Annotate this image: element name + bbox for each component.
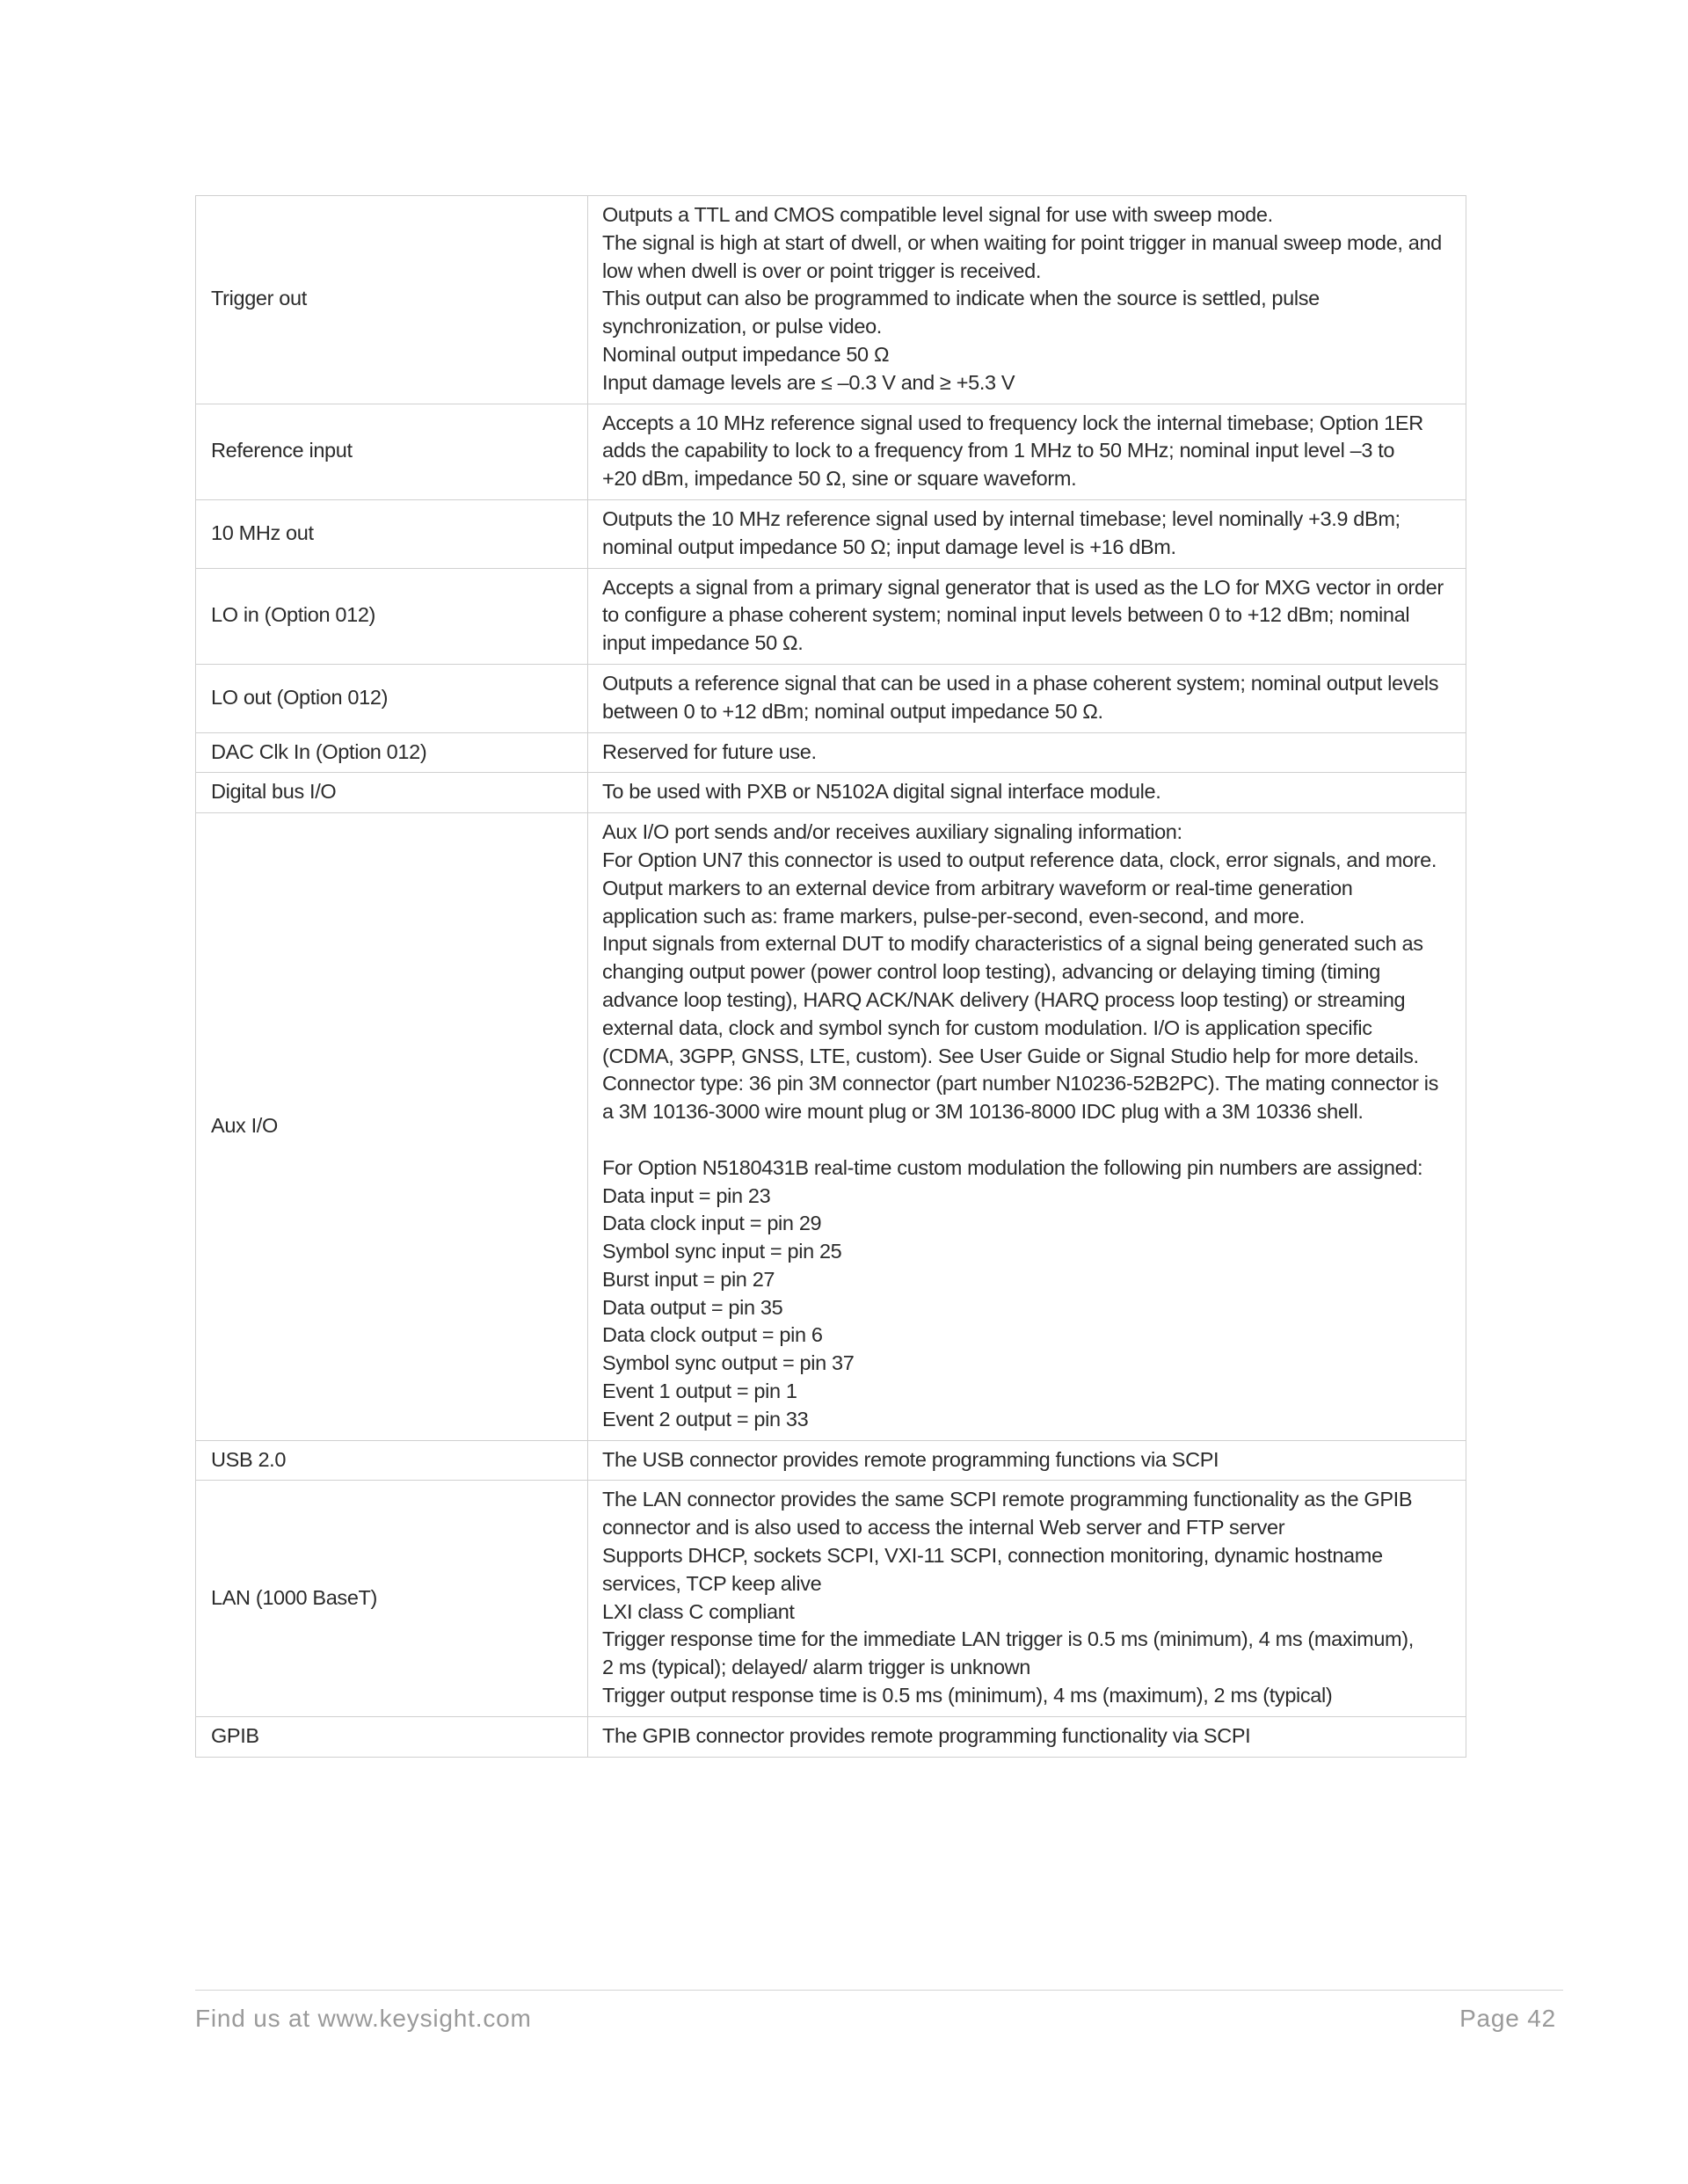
description-line: Data output = pin 35 (602, 1295, 783, 1319)
connector-description-cell (588, 499, 1466, 568)
description-line: Connector type: 36 pin 3M connector (part number N10236-52B2PC). The mating connector is (602, 1072, 1439, 1096)
table-row (196, 813, 1466, 1441)
connector-name-cell: DAC Clk In (Option 012) (196, 732, 588, 773)
specifications-table (195, 195, 1466, 1758)
description-line: input impedance 50 Ω. (602, 631, 804, 655)
description-line: Event 2 output = pin 33 (602, 1407, 809, 1431)
description-line: 2 ms (typical); delayed/ alarm trigger is unknown (602, 1656, 1030, 1679)
description-line: Accepts a signal from a primary signal generator that is used as the LO for MXG vector in order (602, 575, 1444, 599)
description-line: Aux I/O port sends and/or receives auxiliary signaling information: (602, 820, 1182, 844)
description-line: to configure a phase coherent system; nominal input levels between 0 to +12 dBm; nominal (602, 603, 1410, 627)
description-line: a 3M 10136-3000 wire mount plug or 3M 10136-8000 IDC plug with a 3M 10336 shell. (602, 1100, 1364, 1124)
description-line: Output markers to an external device from arbitrary waveform or real-time generation (602, 876, 1353, 899)
description-line: Data input = pin 23 (602, 1183, 771, 1207)
description-line: connector and is also used to access the internal Web server and FTP server (602, 1516, 1285, 1540)
description-line: changing output power (power control loop testing), advancing or delaying timing (timing (602, 960, 1380, 984)
description-line: Event 1 output = pin 1 (602, 1380, 797, 1403)
description-line: The GPIB connector provides remote programming functionality via SCPI (602, 1723, 1251, 1747)
connector-name-cell: Trigger out (196, 196, 588, 404)
table-row (196, 499, 1466, 568)
description-line: LXI class C compliant (602, 1599, 795, 1623)
table-row (196, 1440, 1466, 1481)
table-row (196, 196, 1466, 404)
description-line: For Option N5180431B real-time custom modulation the following pin numbers are assigned: (602, 1155, 1423, 1179)
description-line: The signal is high at start of dwell, or when waiting for point trigger in manual sweep mode, and (602, 230, 1442, 254)
description-line: (CDMA, 3GPP, GNSS, LTE, custom). See User Guide or Signal Studio help for more details. (602, 1044, 1419, 1067)
description-line: The USB connector provides remote programming functions via SCPI (602, 1447, 1219, 1471)
description-line: advance loop testing), HARQ ACK/NAK delivery (HARQ process loop testing) or streaming (602, 987, 1406, 1011)
description-line: Outputs a TTL and CMOS compatible level signal for use with sweep mode. (602, 203, 1273, 226)
specifications-table-body (196, 196, 1466, 1758)
connector-description-cell (588, 1716, 1466, 1757)
description-line: Data clock output = pin 6 (602, 1323, 823, 1347)
table-row (196, 773, 1466, 813)
description-line: application such as: frame markers, pulse-per-second, even-second, and more. (602, 904, 1305, 928)
description-line: Outputs a reference signal that can be used in a phase coherent system; nominal output levels (602, 671, 1439, 695)
connector-name-cell: LO out (Option 012) (196, 664, 588, 732)
connector-description-cell (588, 664, 1466, 732)
connector-description-cell (588, 568, 1466, 664)
connector-name-cell: USB 2.0 (196, 1440, 588, 1481)
table-row (196, 404, 1466, 499)
description-line: Nominal output impedance 50 Ω (602, 342, 890, 366)
description-line: To be used with PXB or N5102A digital signal interface module. (602, 780, 1161, 804)
connector-name-cell: LO in (Option 012) (196, 568, 588, 664)
description-line: Reserved for future use. (602, 739, 817, 763)
description-line: Trigger output response time is 0.5 ms (minimum), 4 ms (maximum), 2 ms (typical) (602, 1684, 1333, 1707)
description-line: synchronization, or pulse video. (602, 315, 882, 339)
connector-name-cell: Aux I/O (196, 813, 588, 1441)
description-line: Input signals from external DUT to modify characteristics of a signal being generated such as (602, 932, 1423, 956)
description-line: Symbol sync input = pin 25 (602, 1240, 842, 1263)
description-line: +20 dBm, impedance 50 Ω, sine or square waveform. (602, 467, 1077, 491)
connector-description-cell (588, 813, 1466, 1441)
connector-name-cell: Reference input (196, 404, 588, 499)
description-line: nominal output impedance 50 Ω; input damage level is +16 dBm. (602, 535, 1176, 558)
connector-name-cell: GPIB (196, 1716, 588, 1757)
connector-name-cell: LAN (1000 BaseT) (196, 1481, 588, 1716)
connector-name-cell: Digital bus I/O (196, 773, 588, 813)
description-line: between 0 to +12 dBm; nominal output impedance 50 Ω. (602, 699, 1103, 723)
connector-name-cell: 10 MHz out (196, 499, 588, 568)
description-line: services, TCP keep alive (602, 1571, 822, 1595)
description-line: external data, clock and symbol synch for custom modulation. I/O is application specific (602, 1016, 1372, 1039)
connector-description-cell (588, 1481, 1466, 1716)
description-line: This output can also be programmed to indicate when the source is settled, pulse (602, 287, 1320, 310)
description-line: low when dwell is over or point trigger is received. (602, 258, 1042, 282)
connector-description-cell (588, 773, 1466, 813)
description-line: Outputs the 10 MHz reference signal used by internal timebase; level nominally +3.9 dBm; (602, 506, 1401, 530)
description-line: For Option UN7 this connector is used to output reference data, clock, error signals, and more. (602, 848, 1437, 871)
table-row (196, 568, 1466, 664)
table-row (196, 664, 1466, 732)
footer-website: Find us at www.keysight.com (195, 2005, 532, 2032)
table-row (196, 1481, 1466, 1716)
connector-description-cell (588, 196, 1466, 404)
description-line: Supports DHCP, sockets SCPI, VXI-11 SCPI, connection monitoring, dynamic hostname (602, 1544, 1383, 1568)
page-number: Page 42 (1459, 2005, 1556, 2032)
description-line: Data clock input = pin 29 (602, 1212, 822, 1235)
connector-description-cell (588, 404, 1466, 499)
description-line: Symbol sync output = pin 37 (602, 1351, 855, 1375)
connector-description-cell (588, 732, 1466, 773)
table-row (196, 732, 1466, 773)
page-footer (195, 1990, 1563, 2032)
description-line: Burst input = pin 27 (602, 1267, 775, 1291)
description-line: Input damage levels are ≤ –0.3 V and ≥ +5.3 V (602, 370, 1015, 394)
connector-description-cell (588, 1440, 1466, 1481)
description-line: Trigger response time for the immediate LAN trigger is 0.5 ms (minimum), 4 ms (maximum), (602, 1627, 1414, 1651)
blank-line (602, 1126, 1455, 1154)
description-line: The LAN connector provides the same SCPI remote programming functionality as the GPIB (602, 1488, 1413, 1511)
description-line: adds the capability to lock to a frequency from 1 MHz to 50 MHz; nominal input level –3 to (602, 439, 1395, 462)
table-row (196, 1716, 1466, 1757)
description-line: Accepts a 10 MHz reference signal used to frequency lock the internal timebase; Option 1ER (602, 411, 1423, 434)
